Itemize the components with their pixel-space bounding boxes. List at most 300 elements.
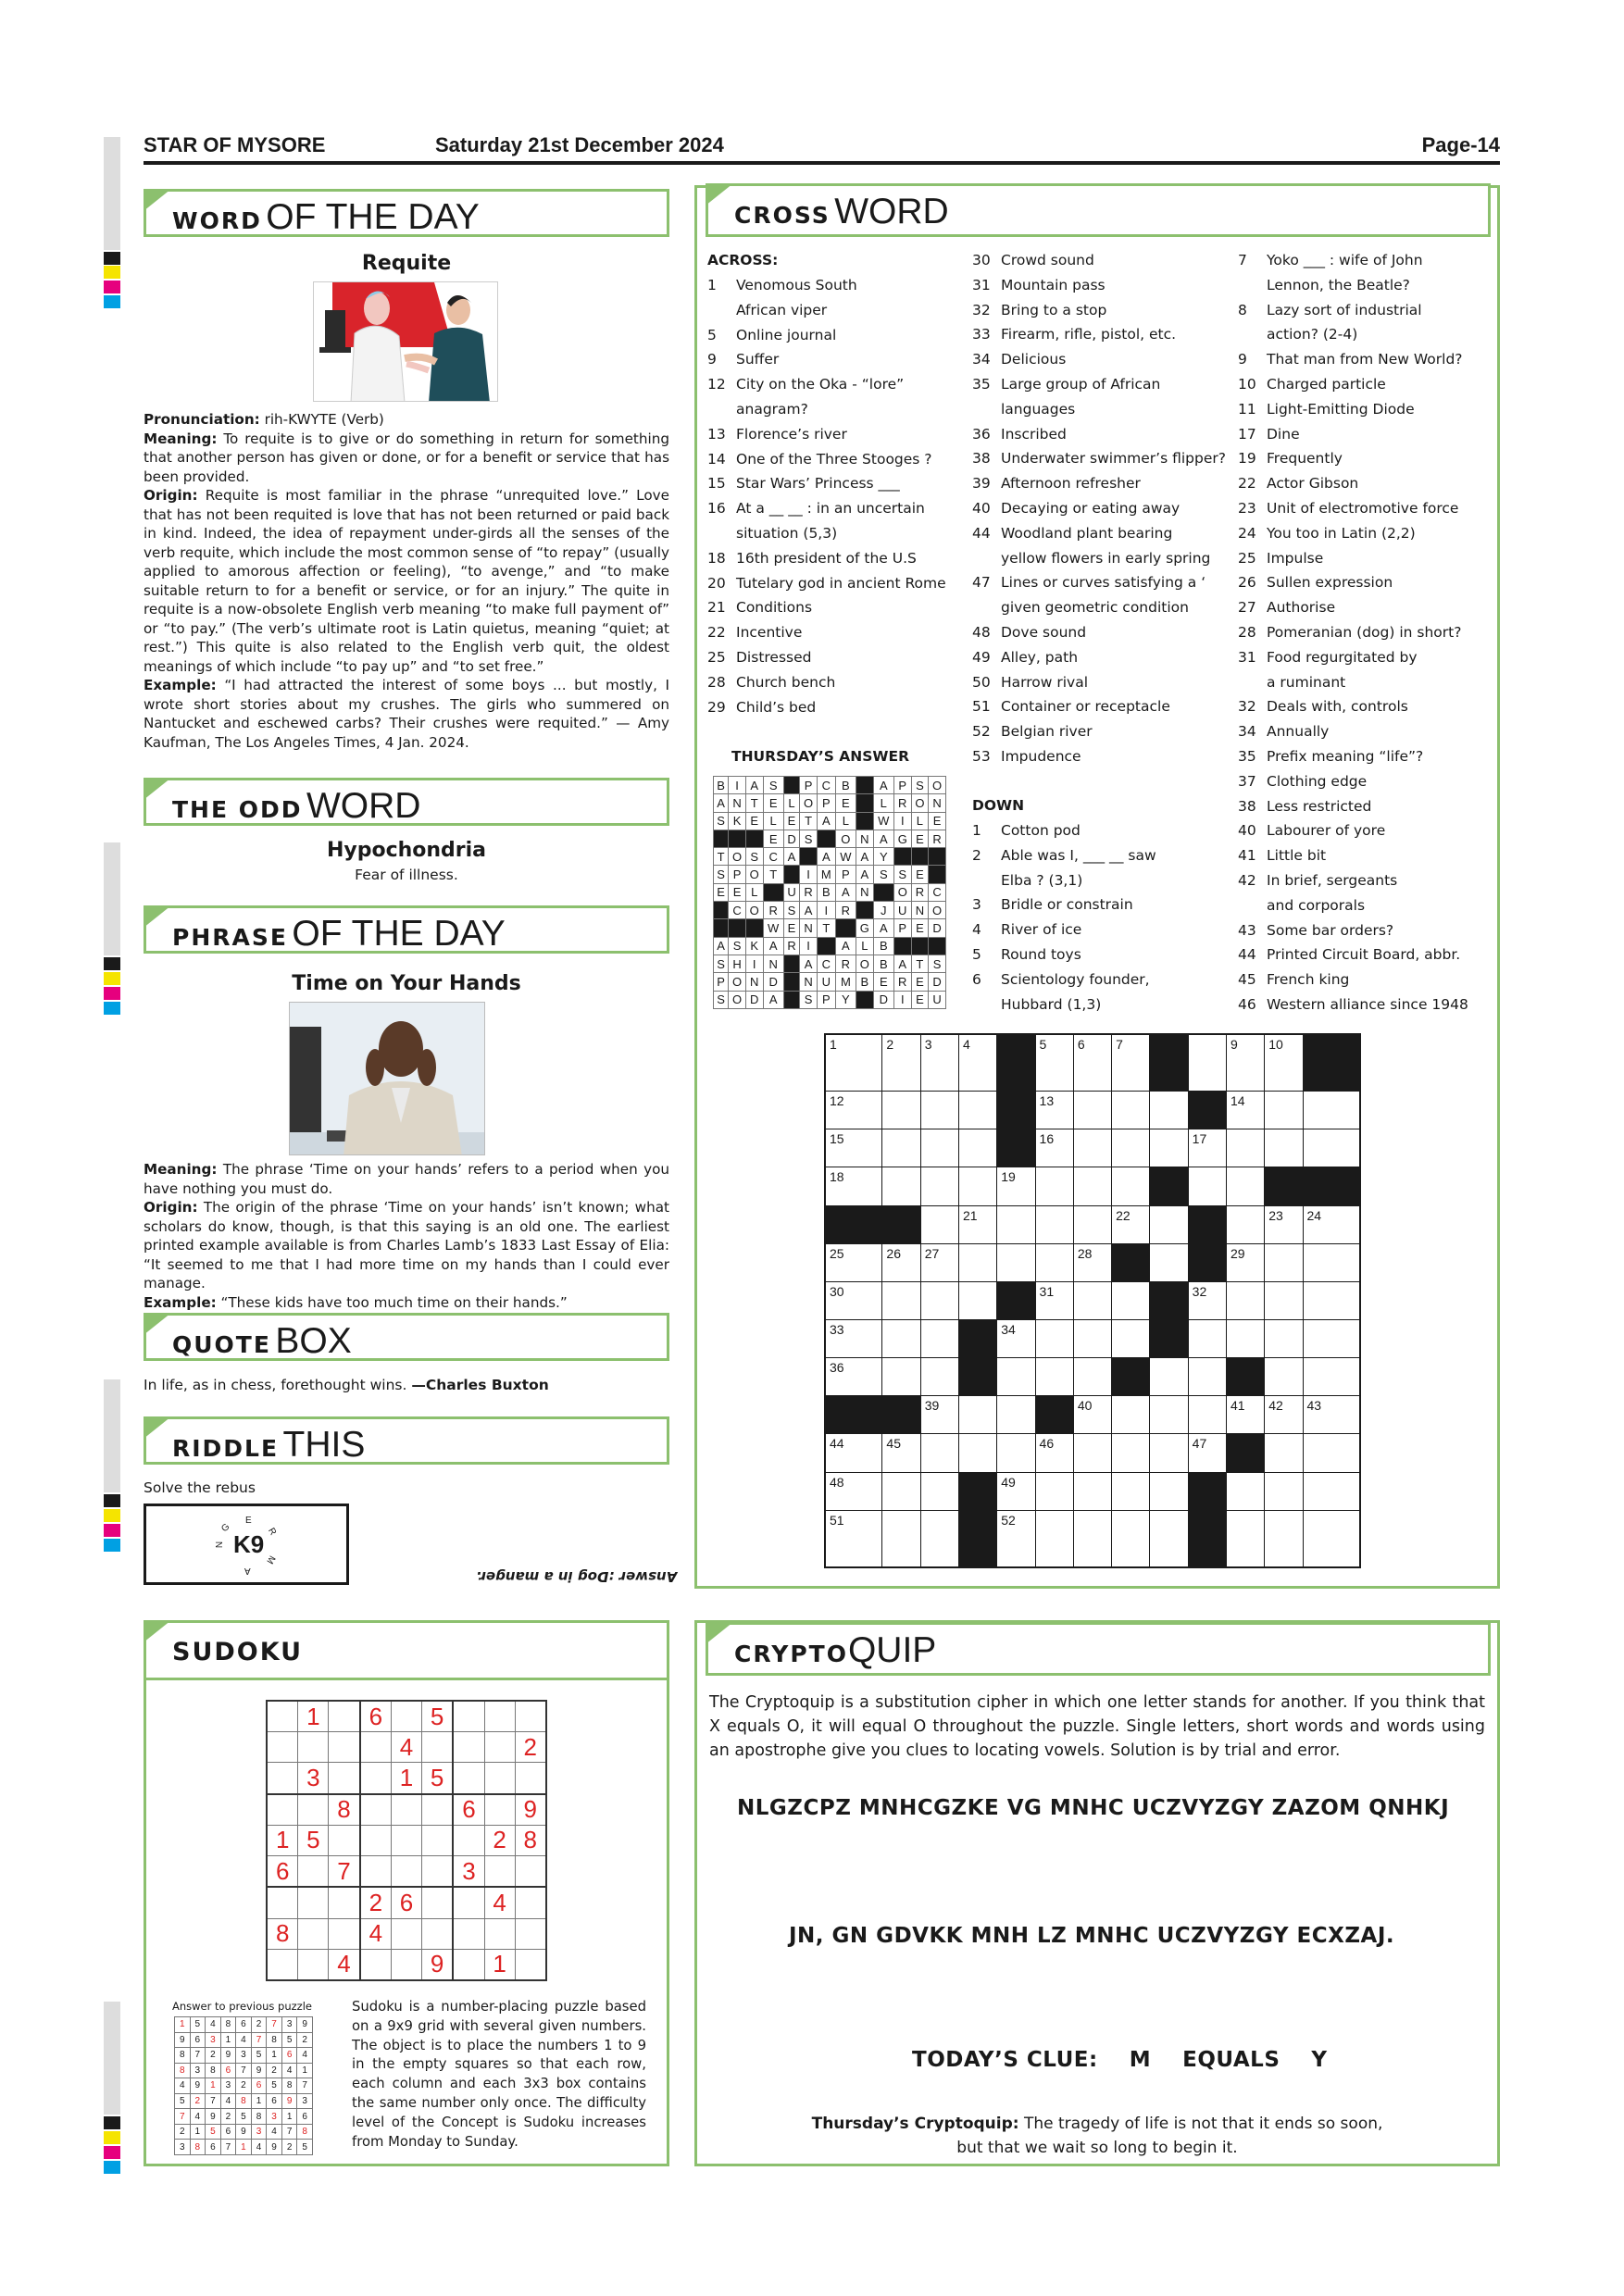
crossword-cell[interactable] <box>1150 1396 1188 1434</box>
crossword-cell[interactable] <box>1188 1396 1226 1434</box>
sudoku-cell[interactable] <box>484 1763 515 1794</box>
crossword-cell[interactable] <box>1303 1472 1360 1510</box>
crossword-cell[interactable] <box>882 1129 920 1167</box>
sudoku-cell[interactable] <box>267 1763 298 1794</box>
crossword-cell[interactable] <box>1035 1129 1073 1167</box>
crossword-cell[interactable] <box>1035 1281 1073 1319</box>
crossword-cell-number: 40 <box>1077 1398 1093 1414</box>
crossword-cell[interactable] <box>1073 1034 1111 1092</box>
answer-cell: B <box>714 777 729 794</box>
clue <box>1238 893 1468 918</box>
crossword-cell[interactable] <box>920 1129 958 1167</box>
down-clues-col2 <box>972 818 1156 1017</box>
sudoku-cell[interactable] <box>484 1918 515 1949</box>
answer-cell: Y <box>873 848 893 866</box>
sudoku-cell[interactable]: 3 <box>298 1763 329 1794</box>
clue-number: 28 <box>1238 623 1256 641</box>
crossword-cell[interactable] <box>1073 1472 1111 1510</box>
clue-number: 31 <box>1238 648 1256 666</box>
crossword-cell[interactable] <box>882 1434 920 1472</box>
sudoku-cell[interactable]: 5 <box>298 1825 329 1855</box>
sudoku-prev-cell: 8 <box>297 2124 313 2140</box>
crossword-cell[interactable] <box>1035 1358 1073 1396</box>
clue-number: 33 <box>972 326 991 343</box>
crossword-cell[interactable] <box>1188 1320 1226 1358</box>
crossword-cell[interactable] <box>1073 1434 1111 1472</box>
down-label: DOWN <box>972 797 1025 814</box>
crossword-cell[interactable] <box>1035 1034 1073 1092</box>
crossword-cell[interactable] <box>1035 1472 1073 1510</box>
sudoku-cell[interactable] <box>392 1856 422 1888</box>
sudoku-cell[interactable]: 7 <box>329 1856 360 1888</box>
crossword-cell[interactable] <box>1188 1434 1226 1472</box>
sudoku-cell[interactable] <box>484 1856 515 1888</box>
sudoku-cell[interactable] <box>515 1918 546 1949</box>
crossword-cell[interactable] <box>1073 1358 1111 1396</box>
crossword-cell[interactable] <box>1265 1205 1303 1243</box>
crossword-cell[interactable] <box>825 1129 882 1167</box>
crossword-cell[interactable] <box>1035 1167 1073 1205</box>
sudoku-cell[interactable] <box>298 1732 329 1763</box>
crossword-cell[interactable] <box>1073 1281 1111 1319</box>
sudoku-cell[interactable] <box>298 1918 329 1949</box>
sudoku-cell[interactable] <box>392 1794 422 1826</box>
sudoku-cell[interactable] <box>453 1825 484 1855</box>
sudoku-cell[interactable]: 6 <box>267 1856 298 1888</box>
sudoku-cell[interactable]: 8 <box>329 1794 360 1826</box>
crossword-cell[interactable] <box>1303 1243 1360 1281</box>
crossword-cell[interactable] <box>1303 1396 1360 1434</box>
sudoku-cell[interactable]: 1 <box>392 1763 422 1794</box>
crossword-cell[interactable] <box>1073 1092 1111 1129</box>
crossword-cell[interactable] <box>997 1205 1035 1243</box>
answer-cell: I <box>745 955 763 972</box>
crossword-cell[interactable] <box>1035 1320 1073 1358</box>
answer-cell: P <box>800 777 818 794</box>
crossword-cell[interactable] <box>1112 1129 1150 1167</box>
crossword-cell-number: 44 <box>830 1436 844 1452</box>
sudoku-cell[interactable] <box>267 1887 298 1918</box>
sudoku-cell[interactable]: 8 <box>267 1918 298 1949</box>
crossword-cell[interactable] <box>920 1167 958 1205</box>
sudoku-cell[interactable] <box>360 1763 392 1794</box>
clue-number: 38 <box>972 450 991 468</box>
clue <box>707 298 946 323</box>
crossword-cell[interactable] <box>1303 1320 1360 1358</box>
crossword-cell-number: 19 <box>1001 1169 1016 1185</box>
sudoku-prev-cell: 9 <box>190 2078 206 2094</box>
clue-number: 7 <box>1238 252 1247 268</box>
sudoku-cell[interactable]: 4 <box>329 1949 360 1980</box>
crossword-cell[interactable] <box>1303 1510 1360 1567</box>
clue-text: River of ice <box>1001 921 1082 939</box>
clue-text: Decaying or eating away <box>1001 499 1181 517</box>
answer-cell: S <box>929 955 946 972</box>
sudoku-cell[interactable] <box>267 1732 298 1763</box>
answer-cell: O <box>800 794 818 812</box>
crossword-cell[interactable] <box>958 1205 996 1243</box>
quote <box>144 1377 669 1393</box>
crossword-cell[interactable] <box>997 1243 1035 1281</box>
sudoku-cell[interactable] <box>484 1701 515 1732</box>
crossword-cell[interactable] <box>958 1092 996 1129</box>
crossword-cell[interactable] <box>882 1320 920 1358</box>
crossword-block <box>997 1034 1035 1092</box>
clue-number: 19 <box>1238 450 1256 468</box>
crossword-cell[interactable] <box>882 1281 920 1319</box>
answer-cell: R <box>800 883 818 901</box>
crossword-cell[interactable] <box>1226 1510 1264 1567</box>
crossword-cell[interactable] <box>1073 1243 1111 1281</box>
crossword-cell[interactable] <box>1073 1320 1111 1358</box>
answer-cell: N <box>856 830 874 847</box>
sudoku-cell[interactable] <box>298 1887 329 1918</box>
crossword-cell[interactable] <box>882 1358 920 1396</box>
sudoku-cell[interactable]: 4 <box>392 1732 422 1763</box>
crossword-cell[interactable] <box>1265 1472 1303 1510</box>
sudoku-cell[interactable] <box>515 1856 546 1888</box>
clue-number: 34 <box>972 351 991 368</box>
sudoku-cell[interactable]: 1 <box>267 1825 298 1855</box>
clue <box>707 670 946 695</box>
crossword-cell[interactable] <box>1188 1281 1226 1319</box>
crossword-cell[interactable] <box>1112 1092 1150 1129</box>
crossword-cell[interactable] <box>825 1034 882 1092</box>
sudoku-cell[interactable] <box>421 1794 453 1826</box>
sudoku-cell[interactable] <box>329 1887 360 1918</box>
sudoku-grid[interactable] <box>266 1700 547 1981</box>
sudoku-prev-cell: 7 <box>297 2078 313 2094</box>
sudoku-cell[interactable]: 6 <box>392 1887 422 1918</box>
crossword-cell[interactable] <box>920 1092 958 1129</box>
cryptoquip-prev-label: Thursday’s Cryptoquip: <box>811 2115 1019 2133</box>
crossword-cell[interactable] <box>920 1320 958 1358</box>
sudoku-cell[interactable] <box>360 1794 392 1826</box>
crossword-cell[interactable] <box>997 1320 1035 1358</box>
crossword-cell[interactable] <box>882 1510 920 1567</box>
clue <box>972 446 1226 471</box>
crossword-cell[interactable] <box>1303 1281 1360 1319</box>
crossword-cell[interactable] <box>920 1510 958 1567</box>
clue-number: 47 <box>972 574 991 592</box>
clue-text: Incentive <box>736 624 803 642</box>
crossword-cell[interactable] <box>1035 1510 1073 1567</box>
sudoku-cell[interactable] <box>267 1794 298 1826</box>
crossword-cell[interactable] <box>1303 1129 1360 1167</box>
crossword-cell[interactable] <box>1073 1129 1111 1167</box>
sudoku-cell[interactable] <box>298 1856 329 1888</box>
crossword-cell[interactable] <box>997 1510 1035 1567</box>
crossword-cell[interactable] <box>1226 1396 1264 1434</box>
clue <box>1238 397 1468 422</box>
across-clues-col1 <box>707 273 946 719</box>
sudoku-cell[interactable]: 8 <box>515 1825 546 1855</box>
crossword-cell[interactable] <box>1150 1510 1188 1567</box>
crossword-cell[interactable] <box>825 1320 882 1358</box>
sudoku-cell[interactable] <box>484 1794 515 1826</box>
crossword-cell-number: 21 <box>962 1207 978 1223</box>
sudoku-cell[interactable] <box>453 1918 484 1949</box>
crossword-cell[interactable] <box>1265 1510 1303 1567</box>
crossword-cell[interactable] <box>920 1034 958 1092</box>
crossword-cell[interactable] <box>825 1092 882 1129</box>
sudoku-cell[interactable] <box>329 1763 360 1794</box>
crossword-cell[interactable] <box>1265 1129 1303 1167</box>
crossword-cell[interactable] <box>920 1281 958 1319</box>
crossword-cell[interactable] <box>920 1358 958 1396</box>
crossword-cell[interactable] <box>1188 1358 1226 1396</box>
crossword-cell[interactable] <box>920 1472 958 1510</box>
crossword-cell[interactable] <box>825 1434 882 1472</box>
sudoku-cell[interactable] <box>298 1949 329 1980</box>
word-of-day-body <box>144 410 669 752</box>
crossword-cell[interactable] <box>997 1167 1035 1205</box>
sudoku-cell[interactable] <box>392 1825 422 1855</box>
crossword-cell[interactable] <box>1226 1472 1264 1510</box>
sudoku-prev-cell: 8 <box>251 2109 267 2125</box>
crossword-cell[interactable] <box>1073 1205 1111 1243</box>
sudoku-cell[interactable]: 3 <box>453 1856 484 1888</box>
crossword-cell[interactable] <box>958 1167 996 1205</box>
answer-block <box>783 777 799 794</box>
crossword-cell[interactable] <box>1112 1320 1150 1358</box>
sudoku-cell[interactable] <box>329 1732 360 1763</box>
answer-cell: P <box>817 794 835 812</box>
crossword-cell[interactable] <box>1265 1320 1303 1358</box>
sudoku-cell[interactable] <box>392 1918 422 1949</box>
crossword-cell[interactable] <box>1188 1034 1226 1092</box>
clue <box>1238 248 1468 273</box>
sudoku-cell[interactable]: 4 <box>484 1887 515 1918</box>
sudoku-cell[interactable] <box>453 1763 484 1794</box>
crossword-cell[interactable] <box>825 1510 882 1567</box>
sudoku-cell[interactable] <box>421 1856 453 1888</box>
answer-cell: L <box>783 794 799 812</box>
crossword-cell[interactable] <box>1112 1034 1150 1092</box>
crossword-cell[interactable] <box>1303 1205 1360 1243</box>
crossword-cell[interactable] <box>1265 1243 1303 1281</box>
crossword-cell[interactable] <box>1265 1092 1303 1129</box>
crossword-cell[interactable] <box>882 1092 920 1129</box>
crossword-cell[interactable] <box>1150 1092 1188 1129</box>
crossword-cell[interactable] <box>1112 1434 1150 1472</box>
crossword-cell[interactable] <box>825 1167 882 1205</box>
crossword-cell[interactable] <box>1035 1205 1073 1243</box>
crossword-cell[interactable] <box>882 1472 920 1510</box>
sudoku-prev-cell: 4 <box>175 2078 191 2094</box>
crossword-cell[interactable] <box>958 1396 996 1434</box>
sudoku-cell[interactable]: 6 <box>453 1794 484 1826</box>
crossword-cell[interactable] <box>1265 1281 1303 1319</box>
sudoku-cell[interactable] <box>453 1701 484 1732</box>
crossword-cell[interactable] <box>1035 1243 1073 1281</box>
sudoku-cell[interactable] <box>267 1949 298 1980</box>
crossword-cell[interactable] <box>1150 1358 1188 1396</box>
crossword-cell[interactable] <box>825 1472 882 1510</box>
crossword-cell[interactable] <box>1112 1396 1150 1434</box>
crossword-cell[interactable] <box>825 1243 882 1281</box>
sudoku-prev-cell: 5 <box>281 2032 297 2048</box>
crossword-cell[interactable] <box>920 1396 958 1434</box>
crossword-cell[interactable] <box>1112 1281 1150 1319</box>
sudoku-cell[interactable]: 4 <box>360 1918 392 1949</box>
crossword-cell[interactable] <box>1073 1167 1111 1205</box>
sudoku-cell[interactable] <box>421 1887 453 1918</box>
crossword-cell[interactable] <box>1303 1434 1360 1472</box>
crossword-cell[interactable] <box>1112 1167 1150 1205</box>
crossword-cell[interactable] <box>1150 1205 1188 1243</box>
clue <box>1238 694 1468 719</box>
crossword-cell[interactable] <box>1150 1472 1188 1510</box>
answer-block <box>745 830 763 847</box>
clue-text: Large group of African <box>1001 375 1161 393</box>
crossword-cell[interactable] <box>1150 1129 1188 1167</box>
crossword-block <box>1188 1092 1226 1129</box>
crossword-cell[interactable] <box>920 1205 958 1243</box>
crossword-cell[interactable] <box>920 1434 958 1472</box>
crossword-cell[interactable] <box>958 1434 996 1472</box>
sudoku-cell[interactable] <box>329 1825 360 1855</box>
crossword-cell[interactable] <box>882 1034 920 1092</box>
crossword-cell[interactable] <box>997 1472 1035 1510</box>
crossword-cell[interactable] <box>1303 1358 1360 1396</box>
sudoku-prev-cell: 9 <box>251 2063 267 2078</box>
sudoku-cell[interactable] <box>421 1732 453 1763</box>
crossword-grid[interactable] <box>824 1033 1361 1568</box>
crossword-cell[interactable] <box>997 1358 1035 1396</box>
sudoku-cell[interactable] <box>453 1732 484 1763</box>
crossword-cell[interactable] <box>997 1434 1035 1472</box>
crossword-cell[interactable] <box>958 1281 996 1319</box>
crossword-cell[interactable] <box>1265 1358 1303 1396</box>
clue-number: 27 <box>1238 599 1256 617</box>
sudoku-cell[interactable] <box>392 1949 422 1980</box>
clue <box>972 496 1226 521</box>
sudoku-cell[interactable]: 1 <box>298 1701 329 1732</box>
sudoku-cell[interactable]: 1 <box>484 1949 515 1980</box>
sudoku-cell[interactable] <box>360 1856 392 1888</box>
sudoku-cell[interactable] <box>515 1887 546 1918</box>
clue <box>972 620 1226 645</box>
crossword-cell[interactable] <box>1150 1434 1188 1472</box>
clue <box>1238 794 1468 819</box>
crossword-block <box>1188 1205 1226 1243</box>
sudoku-cell[interactable] <box>392 1701 422 1732</box>
sudoku-cell[interactable] <box>267 1701 298 1732</box>
clue <box>1238 670 1468 695</box>
crossword-cell[interactable] <box>1265 1434 1303 1472</box>
sudoku-cell[interactable] <box>421 1825 453 1855</box>
crossword-cell[interactable] <box>1265 1396 1303 1434</box>
crossword-cell[interactable] <box>920 1243 958 1281</box>
crossword-cell[interactable] <box>1226 1129 1264 1167</box>
sudoku-cell[interactable] <box>515 1701 546 1732</box>
sudoku-previous-answer <box>174 2016 313 2155</box>
crossword-cell[interactable] <box>1073 1396 1111 1434</box>
crossword-cell[interactable] <box>1226 1167 1264 1205</box>
sudoku-prev-cell: 2 <box>281 2140 297 2155</box>
clue <box>1238 521 1468 546</box>
crossword-cell[interactable] <box>1150 1243 1188 1281</box>
crossword-cell[interactable] <box>1226 1034 1264 1092</box>
crossword-cell[interactable] <box>1226 1205 1264 1243</box>
sudoku-cell[interactable] <box>360 1825 392 1855</box>
answer-cell: P <box>835 866 856 883</box>
crossword-cell[interactable] <box>1226 1320 1264 1358</box>
clue <box>972 670 1226 695</box>
crossword-cell[interactable] <box>825 1358 882 1396</box>
sudoku-cell[interactable]: 9 <box>515 1794 546 1826</box>
answer-cell: E <box>714 883 729 901</box>
crossword-block <box>1188 1243 1226 1281</box>
crossword-cell[interactable] <box>1112 1205 1150 1243</box>
crossword-cell[interactable] <box>1226 1092 1264 1129</box>
example-label: Example: <box>144 677 217 693</box>
crossword-cell[interactable] <box>1112 1472 1150 1510</box>
crossword-cell[interactable] <box>882 1167 920 1205</box>
sudoku-cell[interactable] <box>515 1949 546 1980</box>
crossword-cell[interactable] <box>1265 1034 1303 1092</box>
clue <box>972 892 1156 917</box>
crossword-cell[interactable] <box>1188 1129 1226 1167</box>
sudoku-prev-cell: 5 <box>175 2093 191 2109</box>
sudoku-cell[interactable]: 6 <box>360 1701 392 1732</box>
sudoku-cell[interactable]: 2 <box>360 1887 392 1918</box>
crossword-cell[interactable] <box>1112 1510 1150 1567</box>
sudoku-cell[interactable] <box>329 1918 360 1949</box>
crossword-cell[interactable] <box>958 1034 996 1092</box>
sudoku-cell[interactable] <box>329 1701 360 1732</box>
sudoku-cell[interactable] <box>421 1918 453 1949</box>
sudoku-cell[interactable]: 2 <box>515 1732 546 1763</box>
clue-number: 5 <box>972 945 981 963</box>
crossword-cell[interactable] <box>1035 1434 1073 1472</box>
clue <box>707 546 946 571</box>
sudoku-prev-cell: 5 <box>297 2140 313 2155</box>
sudoku-cell[interactable]: 5 <box>421 1701 453 1732</box>
crossword-cell[interactable] <box>1303 1092 1360 1129</box>
crossword-block <box>958 1358 996 1396</box>
crossword-cell[interactable] <box>1073 1510 1111 1567</box>
crossword-cell[interactable] <box>1035 1092 1073 1129</box>
answer-cell: T <box>763 866 783 883</box>
sudoku-description: Sudoku is a number-placing puzzle based on a 9x9 grid with several given numbers. The object is to place the numbers 1 to 9 in the empty squares so that each row, each column and each 3x3 box contains the same number only once. The difficulty level of the Concept is Sudoku increases from Monday to Sunday. <box>352 1999 646 2150</box>
sudoku-cell[interactable]: 5 <box>421 1763 453 1794</box>
sudoku-cell[interactable] <box>453 1949 484 1980</box>
answer-cell: A <box>783 848 799 866</box>
crossword-cell[interactable] <box>825 1281 882 1319</box>
sudoku-cell[interactable] <box>360 1949 392 1980</box>
crossword-block <box>1112 1358 1150 1396</box>
sudoku-cell[interactable]: 9 <box>421 1949 453 1980</box>
sudoku-cell[interactable] <box>515 1763 546 1794</box>
crossword-cell[interactable] <box>882 1243 920 1281</box>
crossword-cell[interactable] <box>1188 1167 1226 1205</box>
sudoku-cell[interactable] <box>360 1732 392 1763</box>
sudoku-cell[interactable] <box>484 1732 515 1763</box>
sudoku-cell[interactable] <box>298 1794 329 1826</box>
crossword-cell[interactable] <box>1226 1243 1264 1281</box>
crossword-cell[interactable] <box>958 1129 996 1167</box>
sudoku-cell[interactable]: 2 <box>484 1825 515 1855</box>
crossword-cell[interactable] <box>958 1243 996 1281</box>
clue <box>1238 471 1468 496</box>
clue-number: 40 <box>972 499 991 517</box>
answer-cell: S <box>745 848 763 866</box>
sudoku-cell[interactable] <box>453 1887 484 1918</box>
crossword-cell[interactable] <box>997 1396 1035 1434</box>
crossword-cell[interactable] <box>1226 1281 1264 1319</box>
